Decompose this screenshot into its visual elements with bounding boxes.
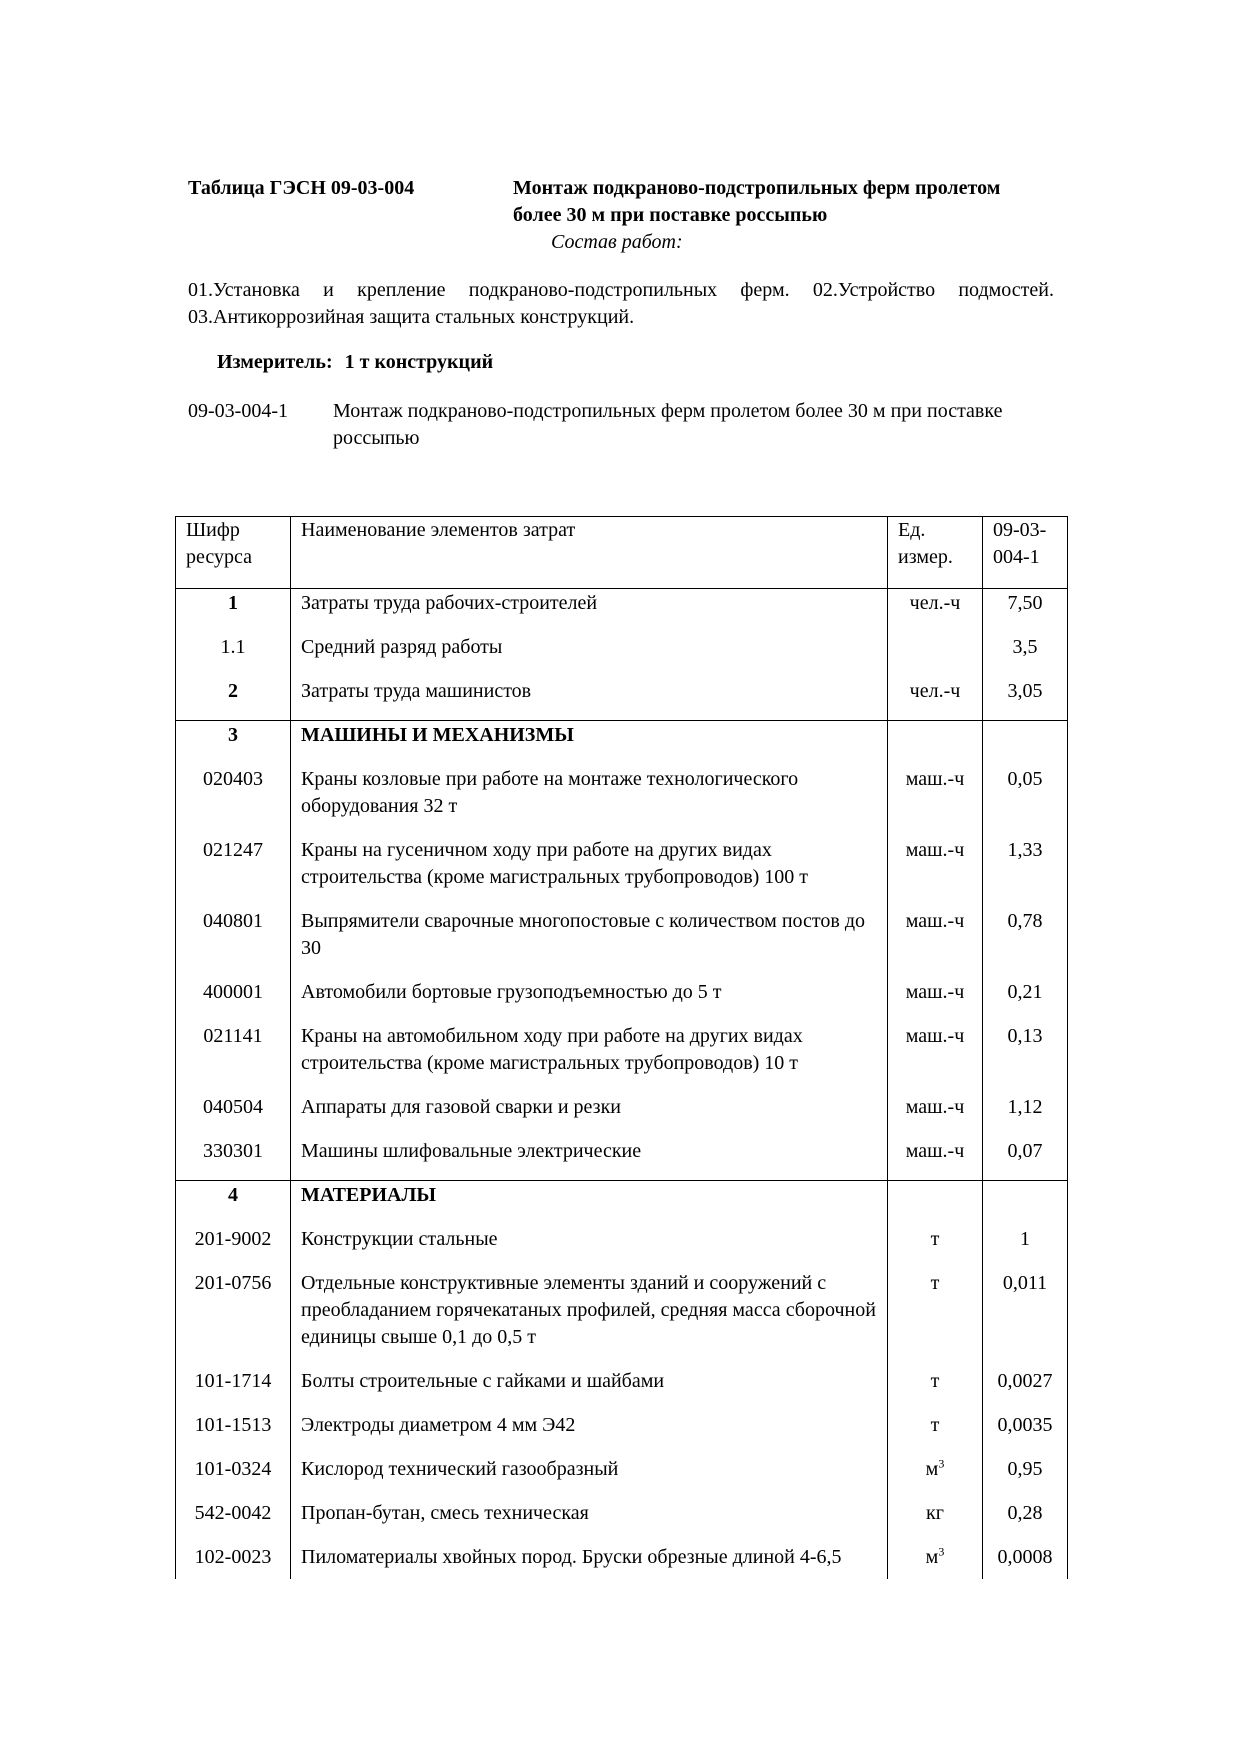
table-row — [176, 1181, 1068, 1225]
row-code: 040504 — [176, 1092, 291, 1136]
row-name: Отдельные конструктивные элементы зданий и сооружений с преобладанием горячекатаных профилей, средняя масса сборочной единицы свыше 0,1 до 0,5 т — [291, 1268, 888, 1366]
row-value: 1,33 — [983, 835, 1068, 906]
row-name: МАШИНЫ И МЕХАНИЗМЫ — [291, 721, 888, 765]
row-name: Электроды диаметром 4 мм Э42 — [291, 1410, 888, 1454]
table-row — [176, 589, 1068, 633]
table-row — [176, 1021, 1068, 1092]
item-name: Монтаж подкраново-подстропильных ферм пролетом более 30 м при поставке россыпью — [333, 400, 1003, 449]
row-value: 1,12 — [983, 1092, 1068, 1136]
table-row — [176, 1498, 1068, 1542]
row-code: 400001 — [176, 977, 291, 1021]
row-code: 102-0023 — [176, 1542, 291, 1579]
row-value: 0,0008 — [983, 1542, 1068, 1579]
row-unit — [888, 721, 983, 765]
table-row — [176, 1136, 1068, 1181]
row-name: Пропан-бутан, смесь техническая — [291, 1498, 888, 1542]
row-code: 330301 — [176, 1136, 291, 1181]
table-row — [176, 1224, 1068, 1268]
row-unit — [888, 1454, 983, 1498]
row-value — [983, 1181, 1068, 1225]
row-unit: чел.-ч — [888, 676, 983, 721]
row-value: 3,5 — [983, 632, 1068, 676]
row-unit: кг — [888, 1498, 983, 1542]
row-value: 0,011 — [983, 1268, 1068, 1366]
row-unit: т — [888, 1366, 983, 1410]
table-row — [176, 632, 1068, 676]
resource-table-wrapper — [175, 516, 1067, 1579]
row-value: 0,21 — [983, 977, 1068, 1021]
row-unit: т — [888, 1268, 983, 1366]
row-value: 0,05 — [983, 764, 1068, 835]
work-composition: 01.Установка и крепление подкраново-подстропильных ферм. 02.Устройство подмостей. 03.Антикоррозийная защита стальных конструкций. — [188, 279, 1054, 328]
row-value: 0,78 — [983, 906, 1068, 977]
row-name: Пиломатериалы хвойных пород. Бруски обрезные длиной 4-6,5 — [291, 1542, 888, 1579]
row-name: Выпрямители сварочные многопостовые с количеством постов до 30 — [291, 906, 888, 977]
row-code: 021247 — [176, 835, 291, 906]
row-unit: маш.-ч — [888, 1092, 983, 1136]
row-value: 0,0027 — [983, 1366, 1068, 1410]
row-name: Машины шлифовальные электрические — [291, 1136, 888, 1181]
row-code: 201-9002 — [176, 1224, 291, 1268]
table-row — [176, 676, 1068, 721]
header-unit: Ед. измер. — [888, 517, 983, 589]
table-row — [176, 1366, 1068, 1410]
table-row — [176, 835, 1068, 906]
row-code: 020403 — [176, 764, 291, 835]
row-unit: маш.-ч — [888, 906, 983, 977]
table-code: Таблица ГЭСН 09-03-004 — [188, 177, 415, 199]
table-row — [176, 1454, 1068, 1498]
unit-base: м — [925, 1458, 939, 1480]
table-row — [176, 977, 1068, 1021]
row-code: 1.1 — [176, 632, 291, 676]
row-unit — [888, 632, 983, 676]
unit-superscript: 3 — [938, 1456, 945, 1471]
row-value: 0,0035 — [983, 1410, 1068, 1454]
row-code: 021141 — [176, 1021, 291, 1092]
row-unit: т — [888, 1224, 983, 1268]
row-name: МАТЕРИАЛЫ — [291, 1181, 888, 1225]
table-row — [176, 906, 1068, 977]
row-name: Краны на автомобильном ходу при работе на других видах строительства (кроме магистральных трубопроводов) 10 т — [291, 1021, 888, 1092]
table-row — [176, 1268, 1068, 1366]
table-row — [176, 1542, 1068, 1579]
resource-table — [175, 516, 1068, 1579]
row-unit: маш.-ч — [888, 977, 983, 1021]
row-code: 101-1513 — [176, 1410, 291, 1454]
row-unit: маш.-ч — [888, 764, 983, 835]
row-name: Затраты труда машинистов — [291, 676, 888, 721]
row-name: Аппараты для газовой сварки и резки — [291, 1092, 888, 1136]
row-name: Конструкции стальные — [291, 1224, 888, 1268]
table-header-row — [176, 517, 1068, 589]
row-code: 3 — [176, 721, 291, 765]
table-row — [176, 1410, 1068, 1454]
row-unit: маш.-ч — [888, 1136, 983, 1181]
row-code: 4 — [176, 1181, 291, 1225]
row-name: Краны на гусеничном ходу при работе на других видах строительства (кроме магистральных трубопроводов) 100 т — [291, 835, 888, 906]
row-value: 3,05 — [983, 676, 1068, 721]
row-name: Краны козловые при работе на монтаже технологического оборудования 32 т — [291, 764, 888, 835]
composition-heading: Состав работ: — [551, 231, 683, 253]
row-code: 2 — [176, 676, 291, 721]
row-unit — [888, 1181, 983, 1225]
row-value — [983, 721, 1068, 765]
row-unit: маш.-ч — [888, 835, 983, 906]
header-value: 09-03-004-1 — [983, 517, 1068, 589]
table-row — [176, 721, 1068, 765]
unit-superscript: 3 — [938, 1544, 945, 1559]
row-name: Автомобили бортовые грузоподъемностью до 5 т — [291, 977, 888, 1021]
measure-label: Измеритель: — [217, 351, 333, 373]
row-code: 201-0756 — [176, 1268, 291, 1366]
row-value: 0,07 — [983, 1136, 1068, 1181]
header-code: Шифр ресурса — [176, 517, 291, 589]
unit-base: м — [925, 1546, 939, 1568]
row-name: Болты строительные с гайками и шайбами — [291, 1366, 888, 1410]
row-unit: чел.-ч — [888, 589, 983, 633]
measure-line — [217, 349, 493, 376]
measure-value: 1 т конструкций — [344, 351, 494, 373]
row-value: 0,28 — [983, 1498, 1068, 1542]
row-name: Кислород технический газообразный — [291, 1454, 888, 1498]
row-code: 101-0324 — [176, 1454, 291, 1498]
table-row — [176, 764, 1068, 835]
row-code: 101-1714 — [176, 1366, 291, 1410]
row-code: 1 — [176, 589, 291, 633]
row-name: Средний разряд работы — [291, 632, 888, 676]
row-name: Затраты труда рабочих-строителей — [291, 589, 888, 633]
row-value: 1 — [983, 1224, 1068, 1268]
row-value: 0,95 — [983, 1454, 1068, 1498]
row-unit: маш.-ч — [888, 1021, 983, 1092]
row-unit — [888, 1542, 983, 1579]
row-code: 040801 — [176, 906, 291, 977]
item-code: 09-03-004-1 — [188, 400, 288, 422]
row-value: 0,13 — [983, 1021, 1068, 1092]
row-unit: т — [888, 1410, 983, 1454]
row-code: 542-0042 — [176, 1498, 291, 1542]
table-row — [176, 1092, 1068, 1136]
header-name: Наименование элементов затрат — [291, 517, 888, 589]
row-value: 7,50 — [983, 589, 1068, 633]
table-title: Монтаж подкраново-подстропильных ферм пролетом более 30 м при поставке россыпью — [513, 177, 1001, 226]
